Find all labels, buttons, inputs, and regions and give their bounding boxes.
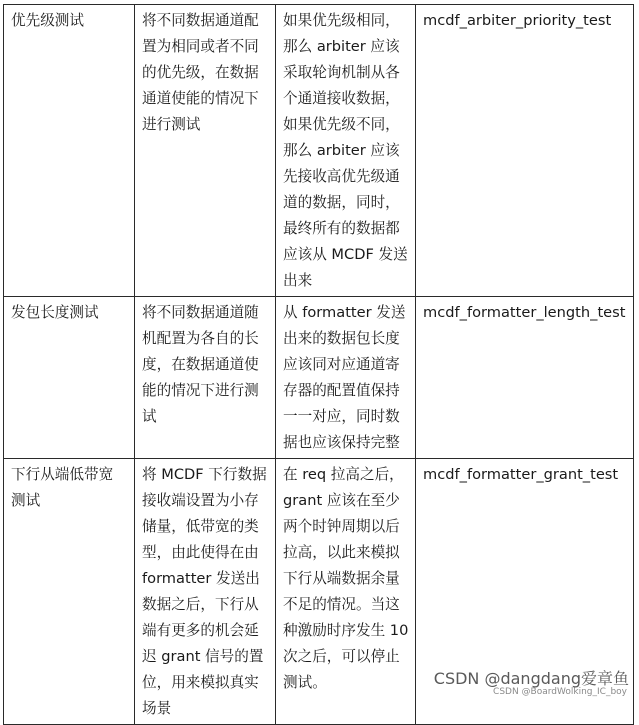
cell-line: formatter 发送出 bbox=[142, 570, 260, 587]
test-item-cell bbox=[4, 459, 135, 725]
cell-line: 场景 bbox=[142, 700, 172, 717]
cell-line: 在 req 拉高之后， bbox=[283, 466, 404, 483]
cell-line: mcdf_formatter_length_test bbox=[423, 304, 626, 321]
cell-line: 那么 arbiter 应该 bbox=[283, 38, 400, 55]
expected-cell bbox=[276, 297, 416, 459]
cell-line: 数据之后，下行从 bbox=[142, 596, 259, 613]
table-row bbox=[4, 5, 634, 297]
test-name-cell bbox=[416, 5, 634, 297]
cell-line: 下行从端低带宽 bbox=[11, 466, 114, 483]
cell-line: 两个时钟周期以后 bbox=[283, 518, 400, 535]
cell-line: 机配置为各自的长 bbox=[142, 330, 259, 347]
cell-line: 先接收高优先级通 bbox=[283, 168, 400, 185]
cell-line: 不足的情况。当这 bbox=[283, 596, 400, 613]
cell-line: 位，用来模拟真实 bbox=[142, 674, 259, 691]
cell-line: 通道使能的情况下 bbox=[142, 90, 259, 107]
description-cell bbox=[135, 297, 276, 459]
cell-line: 采取轮询机制从各 bbox=[283, 64, 400, 81]
cell-line: 将 MCDF 下行数据 bbox=[142, 466, 267, 483]
cell-line: 迟 grant 信号的置 bbox=[142, 648, 264, 665]
test-name-cell bbox=[416, 297, 634, 459]
cell-line: 拉高，以此来模拟 bbox=[283, 544, 400, 561]
cell-line: 测试 bbox=[11, 492, 41, 509]
cell-line: 进行测试 bbox=[142, 116, 201, 133]
cell-line: 发包长度测试 bbox=[11, 304, 99, 321]
cell-line: 型，由此使得在由 bbox=[142, 544, 259, 561]
cell-line: 度，在数据通道使 bbox=[142, 356, 259, 373]
cell-line: 据也应该保持完整 bbox=[283, 434, 400, 451]
expected-cell bbox=[276, 5, 416, 297]
cell-line: 一一对应，同时数 bbox=[283, 408, 400, 425]
cell-line: 接收端设置为小存 bbox=[142, 492, 259, 509]
cell-line: 那么 arbiter 应该 bbox=[283, 142, 400, 159]
cell-line: 道的数据，同时， bbox=[283, 194, 400, 211]
cell-line: 种激励时序发生 10 bbox=[283, 622, 409, 639]
cell-line: 出来的数据包长度 bbox=[283, 330, 400, 347]
cell-line: 测试。 bbox=[283, 674, 327, 691]
cell-line: mcdf_arbiter_priority_test bbox=[423, 12, 612, 29]
cell-line: 出来 bbox=[283, 272, 313, 289]
cell-line: 置为相同或者不同 bbox=[142, 38, 259, 55]
cell-line: 能的情况下进行测 bbox=[142, 382, 259, 399]
description-cell bbox=[135, 5, 276, 297]
cell-line: 将不同数据通道随 bbox=[142, 304, 259, 321]
cell-line: 个通道接收数据， bbox=[283, 90, 400, 107]
cell-line: 储量，低带宽的类 bbox=[142, 518, 259, 535]
table-row bbox=[4, 297, 634, 459]
test-item-cell bbox=[4, 297, 135, 459]
cell-line: 下行从端数据余量 bbox=[283, 570, 400, 587]
cell-line: 的优先级，在数据 bbox=[142, 64, 259, 81]
cell-line: 存器的配置值保持 bbox=[283, 382, 400, 399]
cell-line: 优先级测试 bbox=[11, 12, 84, 29]
test-item-cell bbox=[4, 5, 135, 297]
watermark-small: CSDN @BoardWolking_IC_boy bbox=[493, 687, 627, 697]
watermark: CSDN @dangdang爱章鱼 bbox=[433, 669, 629, 688]
cell-line: 次之后，可以停止 bbox=[283, 648, 400, 665]
cell-line: 应该从 MCDF 发送 bbox=[283, 246, 408, 263]
cell-line: 如果优先级不同， bbox=[283, 116, 400, 133]
cell-line: 试 bbox=[142, 408, 157, 425]
description-cell bbox=[135, 459, 276, 725]
test-plan-table bbox=[3, 4, 634, 725]
cell-line: 从 formatter 发送 bbox=[283, 304, 406, 321]
cell-line: 将不同数据通道配 bbox=[142, 12, 259, 29]
expected-cell bbox=[276, 459, 416, 725]
cell-line: 应该同对应通道寄 bbox=[283, 356, 400, 373]
cell-line: 最终所有的数据都 bbox=[283, 220, 400, 237]
cell-line: 如果优先级相同， bbox=[283, 12, 400, 29]
cell-line: 端有更多的机会延 bbox=[142, 622, 259, 639]
cell-line: mcdf_formatter_grant_test bbox=[423, 466, 619, 483]
cell-line: grant 应该在至少 bbox=[283, 492, 400, 509]
